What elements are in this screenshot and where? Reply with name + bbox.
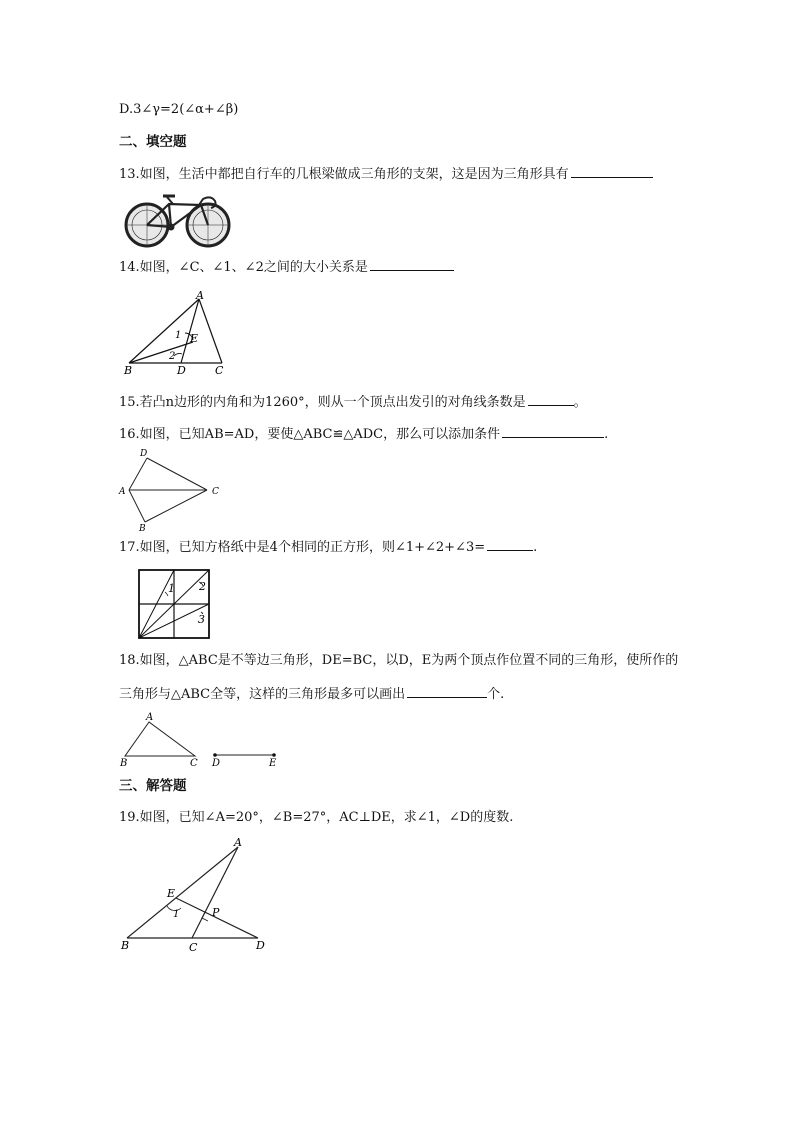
label-c: C <box>212 487 219 497</box>
question-18-line-2 <box>119 685 504 704</box>
label-b: B <box>120 758 128 768</box>
question-18-end: 个. <box>487 687 505 702</box>
question-18-line-1: 18.如图，△ABC是不等边三角形，DE=BC，以D，E为两个顶点作位置不同的三角形，使所作的 <box>119 653 679 668</box>
question-17-text: 17.如图，已知方格纸中是4个相同的正方形，则∠1+∠2+∠3= <box>119 540 486 555</box>
bicycle-figure <box>119 191 237 249</box>
answer-blank-16[interactable] <box>502 425 604 438</box>
question-18-text: 三角形与△ABC全等，这样的三角形最多可以画出 <box>119 687 406 702</box>
label-b: B <box>121 939 130 952</box>
question-19: 19.如图，已知∠A=20°，∠B=27°，AC⊥DE，求∠1，∠D的度数. <box>119 810 514 825</box>
question-13 <box>119 165 653 184</box>
question-16-text: 16.如图，已知AB=AD，要使△ABC≌△ADC，那么可以添加条件 <box>119 427 501 442</box>
figure-14 <box>119 290 239 376</box>
label-angle-1: 1 <box>175 330 182 341</box>
section-heading-answer: 三、解答题 <box>119 778 187 794</box>
question-14-text: 14.如图，∠C、∠1、∠2之间的大小关系是 <box>119 260 368 275</box>
label-c: C <box>190 758 198 768</box>
question-15-end: 。 <box>573 395 587 410</box>
label-c: C <box>215 364 224 376</box>
answer-blank-18[interactable] <box>407 685 487 698</box>
label-e: E <box>190 332 199 345</box>
label-d: D <box>212 758 221 768</box>
answer-blank-14[interactable] <box>370 258 454 271</box>
answer-blank-15[interactable] <box>528 393 574 406</box>
question-15 <box>119 393 587 412</box>
label-angle-1: 1 <box>168 582 175 595</box>
label-d: D <box>140 449 148 459</box>
label-a: A <box>146 712 154 723</box>
question-16 <box>119 425 608 444</box>
question-17 <box>119 538 537 557</box>
grid-figure-17 <box>137 568 213 642</box>
label-d: D <box>177 364 186 376</box>
label-a: A <box>119 487 126 497</box>
question-13-text: 13.如图，生活中都把自行车的几根梁做成三角形的支架，这是因为三角形具有 <box>119 167 569 182</box>
question-17-end: . <box>533 540 538 555</box>
label-angle-1: 1 <box>173 909 180 920</box>
label-d: D <box>256 939 265 952</box>
segment-ac <box>199 299 222 363</box>
label-e: E <box>269 758 277 768</box>
answer-blank-17[interactable] <box>487 538 533 551</box>
question-16-end: . <box>604 427 609 442</box>
segment-ad <box>181 299 199 363</box>
figure-18 <box>116 710 286 768</box>
label-p: P <box>212 906 220 919</box>
figure-19 <box>117 834 277 956</box>
bicycle-icon <box>126 196 229 246</box>
label-c: C <box>189 941 198 954</box>
segment-ba <box>127 847 238 938</box>
segment-ba <box>129 299 199 363</box>
label-b: B <box>139 524 146 532</box>
figure-16 <box>117 446 223 532</box>
option-d: D.3∠γ=2(∠α+∠β) <box>119 102 239 117</box>
answer-blank-13[interactable] <box>571 165 653 178</box>
label-angle-3: 3 <box>198 613 205 626</box>
label-angle-2: 2 <box>199 580 206 593</box>
label-a: A <box>234 836 242 849</box>
label-b: B <box>124 364 133 376</box>
label-angle-2: 2 <box>169 351 176 362</box>
question-15-text: 15.若凸n边形的内角和为1260°，则从一个顶点出发引的对角线条数是 <box>119 395 526 410</box>
label-e: E <box>167 887 176 900</box>
label-a: A <box>196 290 204 302</box>
question-14 <box>119 258 454 277</box>
section-heading-fill-in: 二、填空题 <box>119 134 187 150</box>
